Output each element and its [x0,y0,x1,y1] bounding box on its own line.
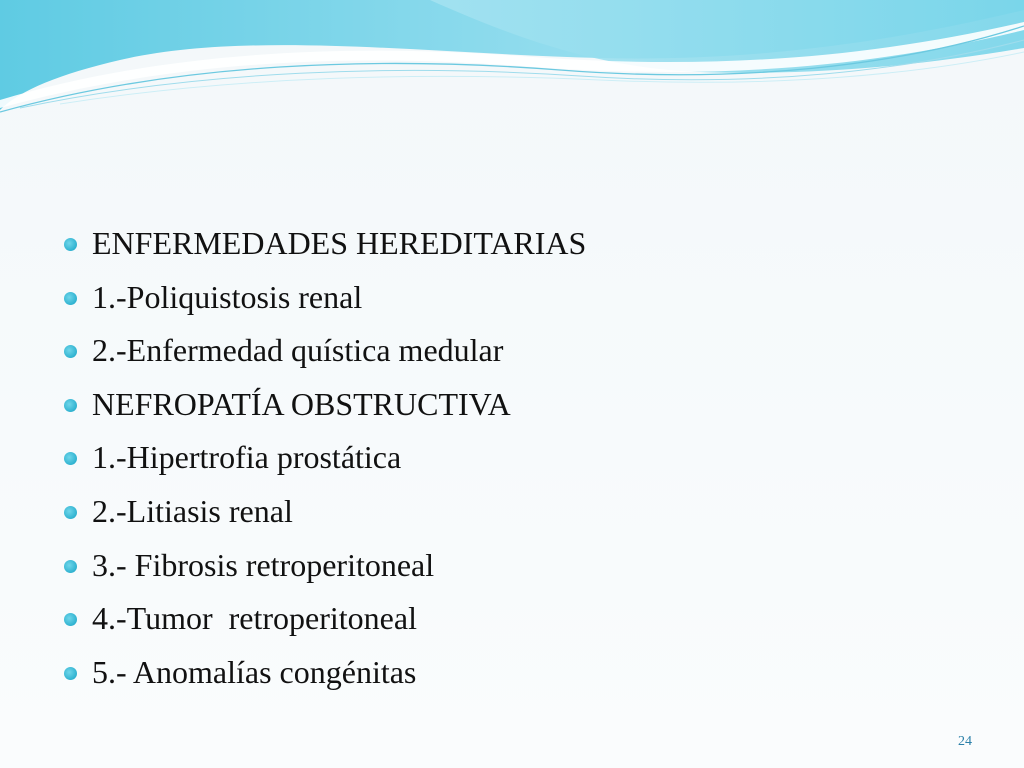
list-item-text: 1.-Hipertrofia prostática [92,439,402,476]
list-item-text: 2.-Enfermedad quística medular [92,332,504,369]
list-item-text: ENFERMEDADES HEREDITARIAS [92,225,587,261]
bullet-icon [64,667,77,680]
bullet-icon [64,560,77,573]
list-item-text: 4.-Tumor retroperitoneal [92,600,417,637]
list-item-text: 3.- Fibrosis retroperitoneal [92,546,435,583]
list-item-text: 2.-Litiasis renal [92,492,293,529]
list-item-text: 5.- Anomalías congénitas [92,653,417,690]
bullet-icon [64,613,77,626]
bullet-icon [64,345,77,358]
bullet-icon [64,238,77,251]
list-item-text: NEFROPATÍA OBSTRUCTIVA [92,385,511,422]
list-item-text: 1.-Poliquistosis renal [92,278,363,315]
bullet-icon [64,452,77,465]
slide-number: 24 [958,734,972,749]
bullet-icon [64,506,77,519]
bullet-icon [64,399,77,412]
header-wave-decoration [0,0,1024,140]
bullet-icon [64,292,77,305]
